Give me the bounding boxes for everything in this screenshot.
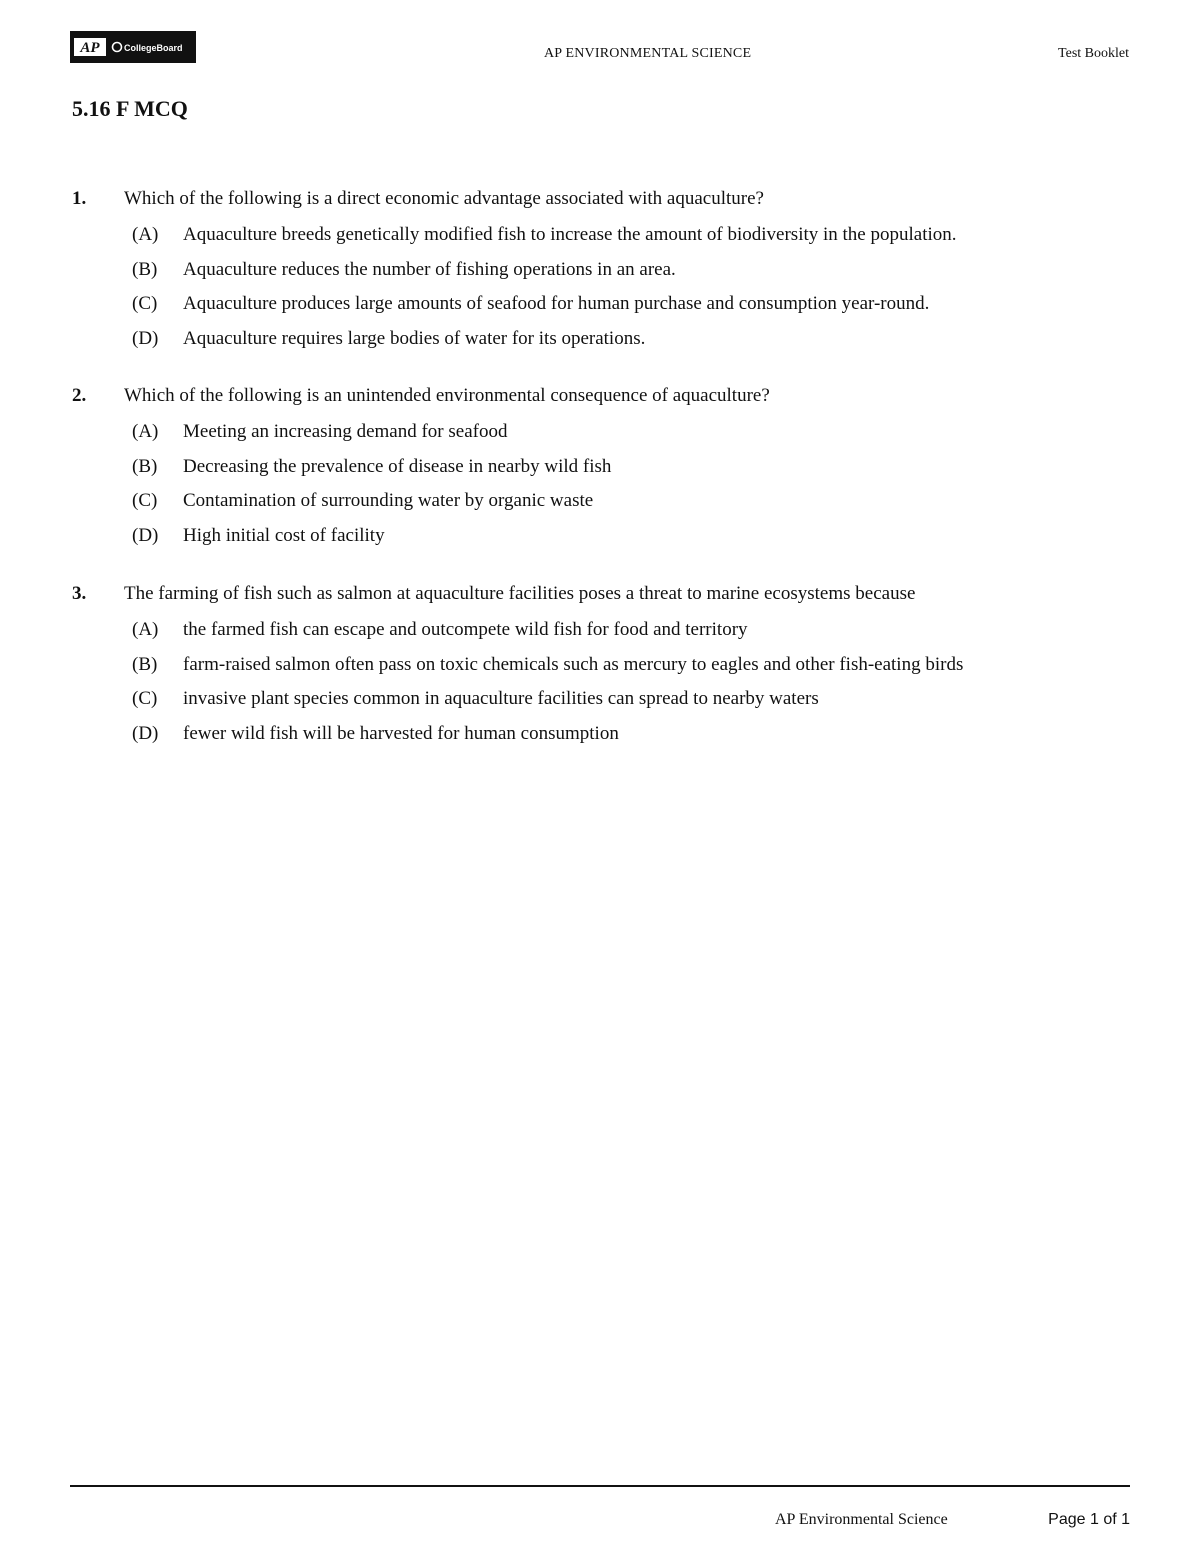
option-text: farm-raised salmon often pass on toxic chemicals such as mercury to eagles and other fish-eating birds (183, 653, 964, 675)
option-text: Meeting an increasing demand for seafood (183, 421, 508, 442)
answer-option-a[interactable] (72, 421, 1142, 456)
answer-option-b[interactable] (72, 654, 1142, 689)
footer-page-number: Page 1 of 1 (1048, 1511, 1130, 1528)
option-letter: (A) (132, 421, 159, 442)
question-1 (72, 188, 1142, 362)
option-letter: (C) (132, 490, 158, 511)
option-text: High initial cost of facility (183, 524, 385, 546)
ap-collegeboard-logo (70, 31, 196, 63)
option-letter: (D) (132, 722, 159, 744)
answer-option-b[interactable] (72, 456, 1142, 491)
question-stem (72, 188, 1142, 212)
option-text: invasive plant species common in aquaculture facilities can spread to nearby waters (183, 688, 819, 709)
answer-option-c[interactable] (72, 490, 1142, 525)
option-letter: (D) (132, 524, 159, 546)
question-3 (72, 583, 1142, 757)
footer-divider (70, 1485, 1130, 1487)
option-text: Aquaculture breeds genetically modified fish to increase the amount of biodiversity in the population. (183, 224, 957, 245)
question-number: 2. (72, 385, 87, 406)
answer-option-b[interactable] (72, 259, 1142, 294)
header-subject: AP ENVIRONMENTAL SCIENCE (544, 46, 752, 61)
option-text: Aquaculture requires large bodies of water for its operations. (183, 327, 646, 349)
option-letter: (D) (132, 327, 159, 349)
header-booklet-label: Test Booklet (1058, 46, 1129, 61)
option-letter: (B) (132, 653, 158, 675)
logo-ap-text: AP (80, 40, 100, 56)
answer-options (72, 619, 1142, 757)
answer-option-a[interactable] (72, 224, 1142, 259)
question-number: 1. (72, 188, 87, 209)
question-stem (72, 385, 1142, 409)
page-title: 5.16 F MCQ (72, 96, 188, 121)
footer-subject: AP Environmental Science (775, 1511, 948, 1528)
option-text: Aquaculture reduces the number of fishing operations in an area. (183, 258, 676, 280)
question-number: 3. (72, 583, 87, 604)
answer-option-d[interactable] (72, 328, 1142, 363)
question-2 (72, 385, 1142, 559)
option-text: the farmed fish can escape and outcompete wild fish for food and territory (183, 619, 748, 640)
option-letter: (C) (132, 688, 158, 709)
option-letter: (B) (132, 258, 158, 280)
option-text: Decreasing the prevalence of disease in nearby wild fish (183, 455, 612, 477)
answer-options (72, 224, 1142, 362)
answer-option-d[interactable] (72, 723, 1142, 758)
option-text: Aquaculture produces large amounts of seafood for human purchase and consumption year-round. (183, 293, 930, 314)
logo-org-text: CollegeBoard (124, 43, 183, 53)
option-text: Contamination of surrounding water by organic waste (183, 490, 594, 511)
option-letter: (B) (132, 455, 158, 477)
question-text: Which of the following is an unintended environmental consequence of aquaculture? (124, 385, 770, 406)
answer-option-d[interactable] (72, 525, 1142, 560)
option-text: fewer wild fish will be harvested for human consumption (183, 722, 619, 744)
option-letter: (C) (132, 293, 158, 314)
option-letter: (A) (132, 224, 159, 245)
option-letter: (A) (132, 619, 159, 640)
answer-option-c[interactable] (72, 688, 1142, 723)
answer-options (72, 421, 1142, 559)
answer-option-c[interactable] (72, 293, 1142, 328)
question-text: Which of the following is a direct economic advantage associated with aquaculture? (124, 188, 764, 209)
question-stem (72, 583, 1142, 607)
question-text: The farming of fish such as salmon at aquaculture facilities poses a threat to marine ecosystems because (124, 583, 916, 604)
answer-option-a[interactable] (72, 619, 1142, 654)
